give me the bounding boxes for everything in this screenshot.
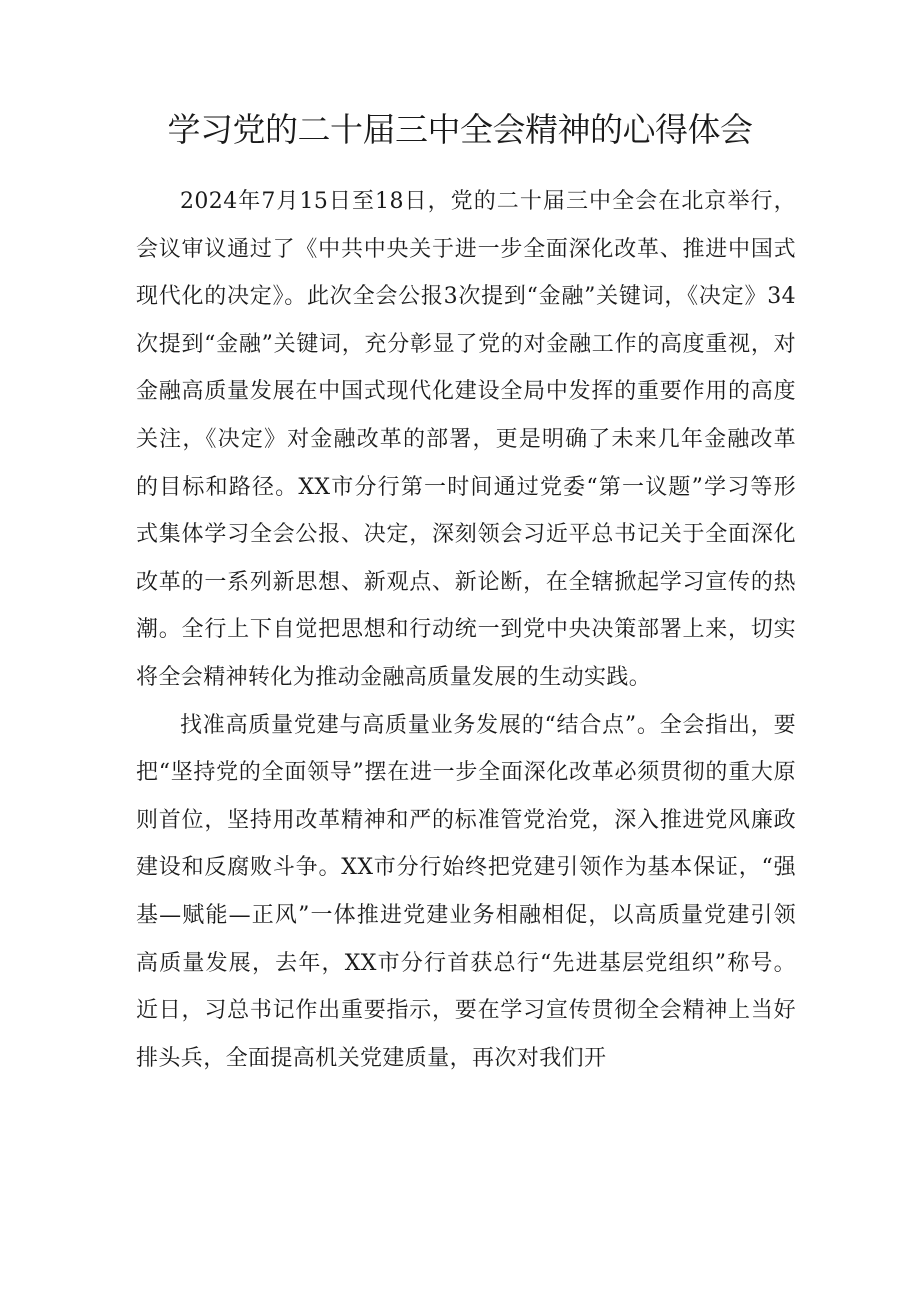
paragraph-1: 2024年7月15日至18日，党的二十届三中全会在北京举行，会议审议通过了《中共中央关于进一步全面深化改革、推进中国式现代化的决定》。此次全会公报3次提到“金融”关键词，《决定》34次提到“金融”关键词，充分彰显了党的对金融工作的高度重视，对金融高质量发展在中国式现代化建设全局中发挥的重要作用的高度关注，《决定》对金融改革的部署，更是明确了未来几年金融改革的目标和路径。XX市分行第一时间通过党委“第一议题”学习等形式集体学习全会公报、决定，深刻领会习近平总书记关于全面深化改革的一系列新思想、新观点、新论断，在全辖掀起学习宣传的热潮。全行上下自觉把思想和行动统一到党中央决策部署上来，切实将全会精神转化为推动金融高质量发展的生动实践。 — [136, 189, 796, 690]
paragraph-2: 找准高质量党建与高质量业务发展的“结合点”。全会指出，要把“坚持党的全面领导”摆在进一步全面深化改革必须贯彻的重大原则首位，坚持用改革精神和严的标准管党治党，深入推进党风廉政建设和反腐败斗争。XX市分行始终把党建引领作为基本保证，“强基—赋能—正风”一体推进党建业务相融相促，以高质量党建引领高质量发展，去年，XX市分行首获总行“先进基层党组织”称号。近日，习总书记作出重要指示，要在学习宣传贯彻全会精神上当好排头兵，全面提高机关党建质量，再次对我们开 — [136, 712, 796, 1071]
document-title: 学习党的二十届三中全会精神的心得体会 — [167, 110, 753, 149]
document-body — [136, 178, 796, 1082]
